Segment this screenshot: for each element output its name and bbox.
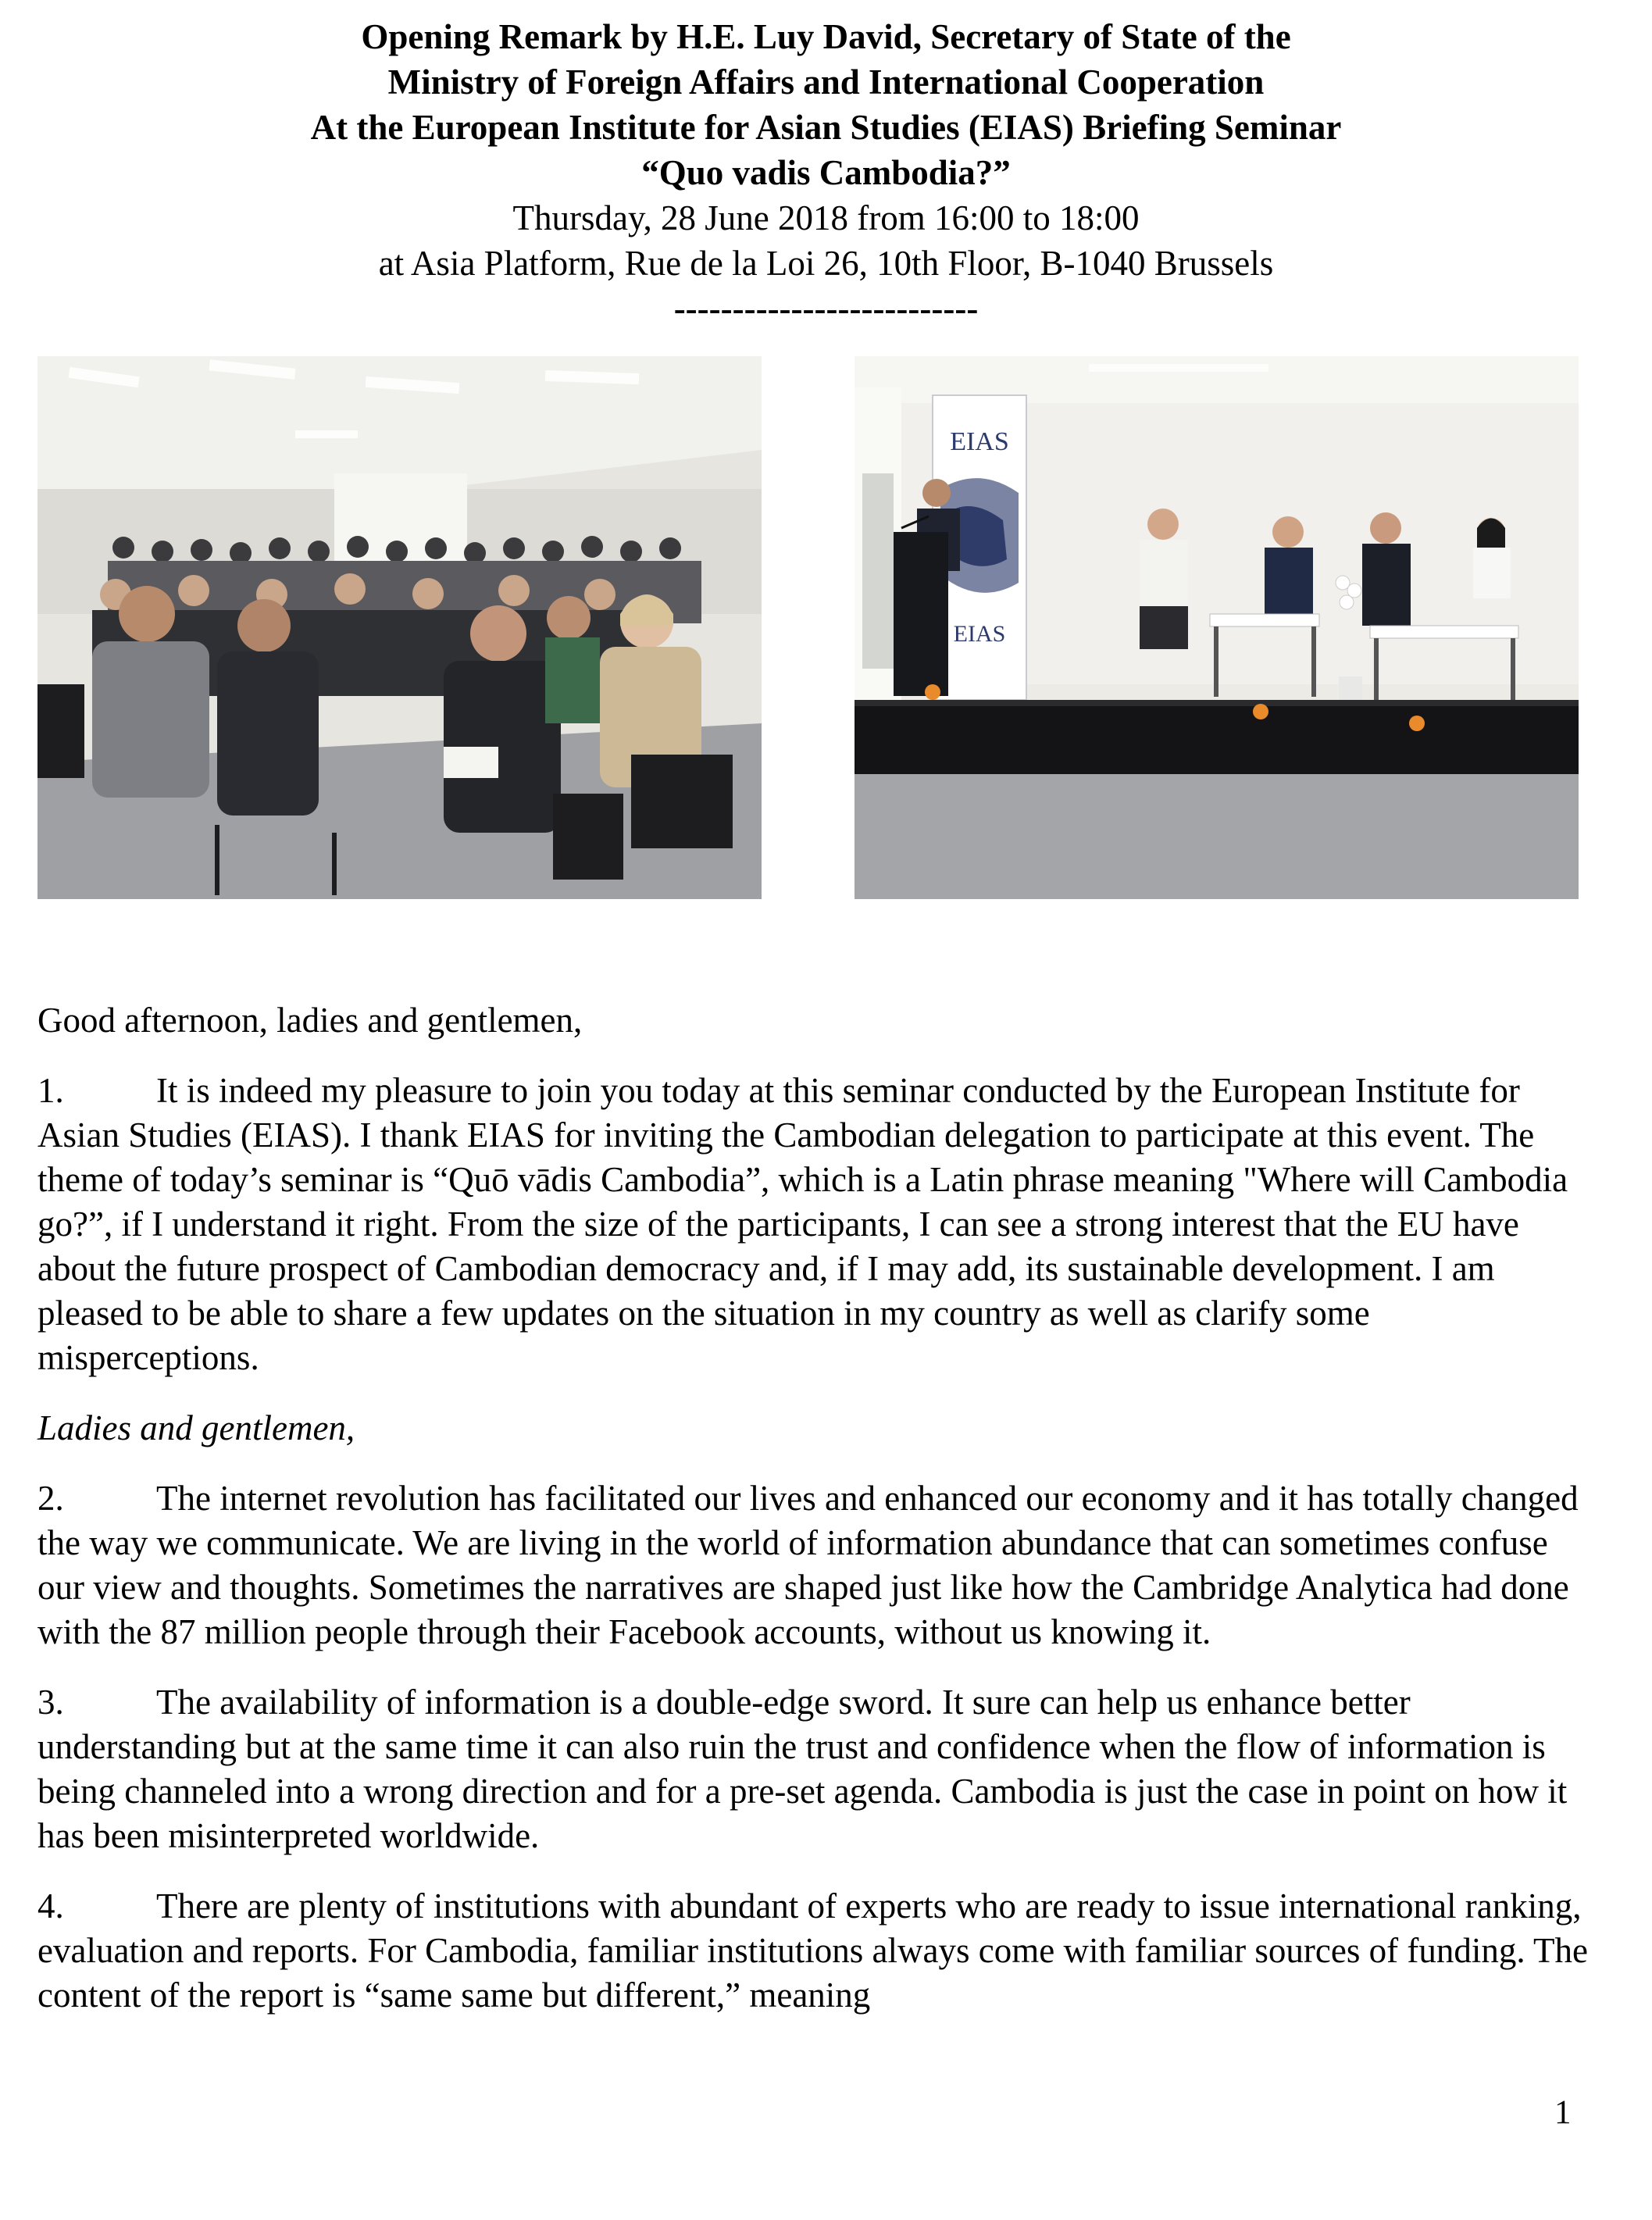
- title-line-1: Opening Remark by H.E. Luy David, Secretary of State of the: [361, 17, 1291, 56]
- salutation: Ladies and gentlemen,: [37, 1408, 355, 1447]
- paragraph-3: [37, 1680, 1600, 1858]
- paragraph-4-text: There are plenty of institutions with abundant of experts who are ready to issue international ranking, evaluation and reports. For Cambodia, familiar institutions always come with familiar sources of funding. The content of the report is “same same but different,” meaning: [37, 1886, 1588, 2015]
- title-line-4: “Quo vadis Cambodia?”: [641, 153, 1011, 192]
- title-line-2: Ministry of Foreign Affairs and International Cooperation: [387, 62, 1265, 102]
- header-separator: --------------------------: [673, 289, 979, 328]
- banner-text-top: EIAS: [950, 427, 1009, 456]
- greeting: Good afternoon, ladies and gentlemen,: [37, 1001, 583, 1040]
- paragraph-1-text: It is indeed my pleasure to join you today at this seminar conducted by the European Institute for Asian Studies (EIAS). I thank EIAS for inviting the Cambodian delegation to participate at this event. The theme of today’s seminar is “Quō vādis Cambodia”, which is a Latin phrase meaning "Where will Cambodia go?”, if I understand it right. From the size of the participants, I can see a strong interest that the EU have about the future prospect of Cambodian democracy and, if I may add, its sustainable development. I am pleased to be able to share a few updates on the situation in my country as well as clarify some misperceptions.: [37, 1071, 1568, 1377]
- date-line: Thursday, 28 June 2018 from 16:00 to 18:00: [512, 198, 1140, 237]
- paragraph-4-number: 4.: [37, 1886, 64, 1926]
- paragraph-3-number: 3.: [37, 1683, 64, 1722]
- paragraph-2: [37, 1476, 1600, 1654]
- paragraph-1: [37, 1069, 1600, 1380]
- venue-line: at Asia Platform, Rue de la Loi 26, 10th Floor, B-1040 Brussels: [378, 244, 1274, 283]
- panel-stage-photo: [855, 356, 1579, 899]
- paragraph-3-text: The availability of information is a double-edge sword. It sure can help us enhance better understanding but at the same time it can also ruin the trust and confidence when the flow of information is being channeled into a wrong direction and for a pre-set agenda. Cambodia is just the case in point on how it has been misinterpreted worldwide.: [37, 1683, 1568, 1855]
- paragraph-4: [37, 1884, 1600, 2018]
- audience-photo: [37, 356, 762, 899]
- title-line-3: At the European Institute for Asian Studies (EIAS) Briefing Seminar: [310, 108, 1342, 147]
- page-number: 1: [1554, 2094, 1572, 2131]
- paragraph-1-number: 1.: [37, 1071, 64, 1110]
- document-header: [0, 14, 1652, 331]
- panel-stage-illustration: [855, 356, 1579, 899]
- banner-text-bottom: EIAS: [953, 621, 1006, 647]
- paragraph-2-number: 2.: [37, 1479, 64, 1518]
- document-body: [37, 998, 1600, 2043]
- audience-photo-illustration: [37, 356, 762, 899]
- paragraph-2-text: The internet revolution has facilitated our lives and enhanced our economy and it has totally changed the way we communicate. We are living in the world of information abundance that can sometimes confuse our view and thoughts. Sometimes the narratives are shaped just like how the Cambridge Analytica had done with the 87 million people through their Facebook accounts, without us knowing it.: [37, 1479, 1579, 1651]
